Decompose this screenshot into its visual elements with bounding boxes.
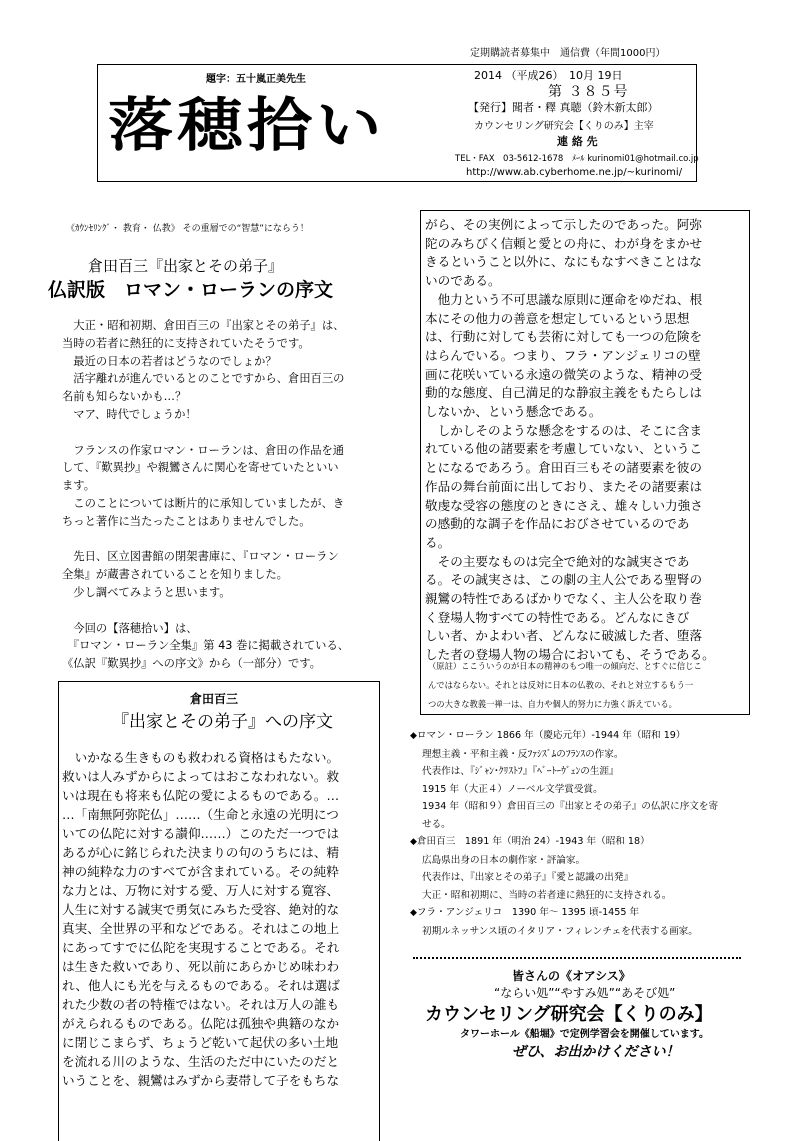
publisher: 【発行】聞者・釋 真聴（鈴木新太郎）: [468, 101, 659, 114]
quote-line: る。: [425, 534, 451, 550]
footnote-line: つの大きな教義一禅一は、自力や個人的努力に力強く訴えている。: [428, 699, 677, 709]
person-detail: 代表作は、『出家とその弟子』『愛と認識の出発』: [422, 872, 634, 883]
quote-line: を流れる川のような、生活のただ中にいたのだと: [62, 1054, 340, 1069]
quote-line: …「南無阿弥陀仏」……（生命と永遠の光明につ: [62, 807, 339, 822]
quote-line: れている他の諸要素を考慮していない、というこ: [425, 441, 703, 457]
quote-line: した者の登場人物の場合においても、そうである。: [425, 647, 715, 663]
subscription-note: 定期購読者募集中 通信費（年間1000円）: [470, 48, 666, 59]
intro-paragraphs: [62, 317, 349, 673]
quote-line: とになるであろう。倉田百三もその諸要素を彼の: [425, 460, 702, 476]
intro-line: ちっと著作に当たったことはありませんでした。: [62, 514, 311, 528]
contact-label: 連 絡 先: [557, 135, 598, 148]
quote-line: 神の純粋な力のすべてが含まれている。その純粋: [62, 864, 339, 879]
person-heading-text: 倉田百三 1891 年（明治 24）-1943 年（昭和 18）: [416, 836, 650, 847]
website-url: http://www.ab.cyberhome.ne.jp/~kurinomi/: [466, 167, 683, 178]
quote-author: 倉田百三: [190, 692, 239, 706]
quote-line: な力とは、万物に対する愛、万人に対する寛容、: [62, 883, 340, 898]
person-detail: 広島県出身の日本の劇作家・評論家。: [422, 854, 586, 866]
intro-line: 活字離れが進んでいるとのことですから、倉田百三の: [62, 372, 345, 386]
quote-line: あるが心に銘じられた決まりの句のうちには、精: [62, 845, 340, 860]
diamond-bullet-icon: ◆: [410, 908, 417, 918]
quote-line: は生きた救いであり、死以前にあらかじめ味わわ: [62, 959, 340, 974]
newsletter-title-calligraphy: 落穂拾い: [108, 91, 386, 159]
people-notes: [410, 727, 718, 940]
footnote-line: んではならない。それとは反対に日本の仏教の、それと対立するもう一: [428, 680, 694, 690]
quote-line: しないか、という懸念である。: [425, 404, 602, 420]
quote-line: 他力という不可思議な原則に運命をゆだね、根: [425, 291, 703, 307]
intro-line: [62, 602, 349, 620]
quote-line: く登場人物すべての特性である。どんなにきび: [425, 609, 690, 625]
invitation: ぜひ、お出かけください！: [512, 1044, 680, 1060]
society-banner-name: カウンセリング研究会【くりのみ】: [425, 1004, 713, 1025]
calligraphy-credit: 題字：五十嵐正美先生: [206, 74, 306, 85]
intro-line: 名前も知らないかも…？: [62, 390, 187, 404]
intro-line: マア、時代でしょうか！: [62, 407, 197, 421]
quote-line: の感動的な調子を作品におびさせているのであ: [425, 516, 690, 532]
quote-line: 本にその他力の善意を想定しているという思想: [425, 310, 690, 326]
intro-line: このことについては断片的に承知していましたが、き: [62, 496, 345, 510]
intro-line: 当時の若者に熱狂的に支持されていたそうです。: [62, 336, 310, 350]
dotted-divider: [413, 957, 741, 959]
intro-line: 大正・昭和初期、倉田百三の『出家とその弟子』は、: [62, 319, 345, 332]
quote-line: 陀のみちびく信頼と愛との舟に、わが身をまかせ: [425, 235, 703, 251]
oasis-places: “ならい処”“やすみ処”“あそび処”: [494, 986, 676, 1000]
person-detail: 1915 年（大正４）ノーベル文学賞受賞。: [422, 783, 603, 795]
intro-line: して、『歎異抄』や親鸞さんに関心を寄せていたといい: [62, 461, 339, 475]
quote-line: 画に花咲いている永遠の微笑のような、精神の受: [425, 366, 703, 382]
quote-line: 救いは人みずからによってはおこなわれない。救: [62, 769, 340, 784]
person-detail: 初期ルネッサンス頃のイタリア・フィレンチェを代表する画家。: [422, 925, 698, 937]
intro-line: [62, 531, 349, 549]
person-heading-text: フラ・アンジェリコ 1390 年～ 1395 頃-1455 年: [416, 907, 640, 918]
quote-line: きるということ以外に、なにもなすべきことはな: [425, 254, 702, 270]
quote-line: れた少数の者の特権ではない。それは万人の誰も: [62, 997, 340, 1012]
person-heading: [410, 904, 718, 923]
quote-line: いての仏陀に対する讃仰……）このただ一つでは: [62, 826, 340, 841]
diamond-bullet-icon: ◆: [410, 837, 417, 847]
article-title: 仏訳版 ロマン・ローランの序文: [48, 279, 334, 301]
quote-title: 『出家とその弟子』への序文: [112, 712, 333, 732]
diamond-bullet-icon: ◆: [410, 731, 417, 741]
quote-line: 作品の舞台前面に出しており、またその諸要素は: [425, 478, 703, 494]
intro-line: 少し調べてみようと思います。: [62, 585, 231, 599]
quote-line: は、行動に対しても芸術に対しても一つの危険を: [425, 329, 703, 345]
intro-line: 今回の【落穂拾い】は、: [62, 621, 198, 635]
person-heading: [410, 727, 718, 746]
person-heading-text: ロマン・ローラン 1866 年（慶応元年）-1944 年（昭和 19）: [416, 730, 686, 741]
quote-text: [62, 748, 340, 1090]
quote-line: がら、その実例によって示したのであった。阿弥: [425, 217, 702, 232]
quote-line: れ、他人にも光を与えるものである。それは選ば: [62, 978, 340, 993]
quote-line: はらんでいる。つまり、フラ・アンジェリコの壁: [425, 347, 701, 363]
quote-line: がえられるものである。仏陀は孤独や典籍のなか: [62, 1016, 340, 1031]
society-name: カウンセリング研究会【くりのみ】主宰: [474, 121, 654, 132]
quote-line: しかしそのような懸念をするのは、そこに含ま: [425, 422, 703, 438]
issue-date: 2014 （平成26） 10月 19日: [474, 69, 623, 82]
quote-line: 動的な態度、自己満足的な静寂主義をもたらしは: [425, 385, 703, 401]
tel-email: TEL・FAX 03-5612-1678 ﾒｰﾙ kurinomi01@hotmail.co.jp: [455, 154, 699, 164]
quote-line: いは現在も将来も仏陀の愛によるものである。…: [62, 788, 340, 803]
intro-line: 最近の日本の若者はどうなのでしょか？: [62, 354, 277, 368]
person-heading: [410, 833, 718, 852]
meeting-info: タワーホール《船堀》で定例学習会を開催しています。: [460, 1029, 709, 1040]
person-detail: 1934 年（昭和９）倉田百三の『出家とその弟子』の仏訳に序文を寄: [422, 801, 719, 812]
quote-line: いのである。: [425, 273, 501, 289]
oasis-heading: 皆さんの《オアシス》: [512, 969, 631, 983]
intro-line: 先日、区立図書館の閉架書庫に、『ロマン・ローラン: [62, 550, 339, 564]
quote-line: 人生に対する誠実で勇気にみちた受容、絶対的な: [62, 902, 340, 917]
quote-line: る。その誠実さは、この劇の主人公である聖腎の: [425, 572, 703, 588]
issue-number: 第 ３８５号: [548, 84, 629, 100]
quote-line: 敬虔な受容の態度のときにさえ、雄々しい力強さ: [425, 497, 703, 513]
quote-line: その主要なものは完全で絶対的な誠実さであ: [425, 553, 690, 569]
footnote-line: （原註）ここういうのが日本の精神のもつ唯一の傾向だ、とすぐに信じこ: [428, 661, 702, 671]
person-detail: せる。: [422, 818, 451, 830]
intro-line: 全集』が蔵書されていることを知りました。: [62, 568, 288, 582]
quote-line: 親鸞の特性であるばかりでなく、主人公を取り巻: [425, 591, 702, 607]
person-detail: 代表作は、『ｼﾞｬﾝ･ｸﾘｽﾄﾌ』『ﾍﾞｰﾄｰｳﾞｪﾝの生涯』: [422, 766, 619, 777]
quote-line: に閉じこまらず、ちょうど乾いて起伏の多い土地: [62, 1035, 339, 1050]
quote-line: しい者、かよわい者、どんなに破滅した者、堕落: [425, 628, 703, 644]
article-subtitle: 倉田百三『出家とその弟子』: [88, 257, 284, 275]
intro-line: [62, 424, 349, 442]
intro-line: 『ロマン・ローラン全集』第 43 巻に掲載されている、: [62, 639, 350, 653]
continued-quote-text: [425, 216, 715, 665]
intro-line: フランスの作家ロマン・ローランは、倉田の作品を通: [62, 443, 345, 457]
intro-line: 《仏訳『歎異抄』への序文》から（一部分）です。: [62, 657, 321, 671]
quote-line: にあってすでに仏陀を実現することである。それ: [62, 940, 340, 955]
quote-line: いうことを、親鸞はみずから妻帯して子をもちな: [62, 1073, 340, 1088]
person-detail: 理想主義・平和主義・反ﾌｧｼｽﾞﾑのﾌﾗﾝｽの作家。: [422, 748, 624, 760]
quote-line: いかなる生きものも救われる資格はもたない。: [62, 750, 340, 765]
original-footnote: [428, 657, 702, 714]
quote-line: 真実、全世界の平和などである。それはこの地上: [62, 921, 340, 936]
topic-line: 《ｶｳﾝｾﾘﾝｸﾞ・ 教育・ 仏教》 その重層での“智慧”にならう！: [66, 224, 309, 234]
person-detail: 大正・昭和初期に、当時の若者達に熱狂的に支持される。: [422, 889, 672, 901]
intro-line: ます。: [62, 479, 95, 493]
